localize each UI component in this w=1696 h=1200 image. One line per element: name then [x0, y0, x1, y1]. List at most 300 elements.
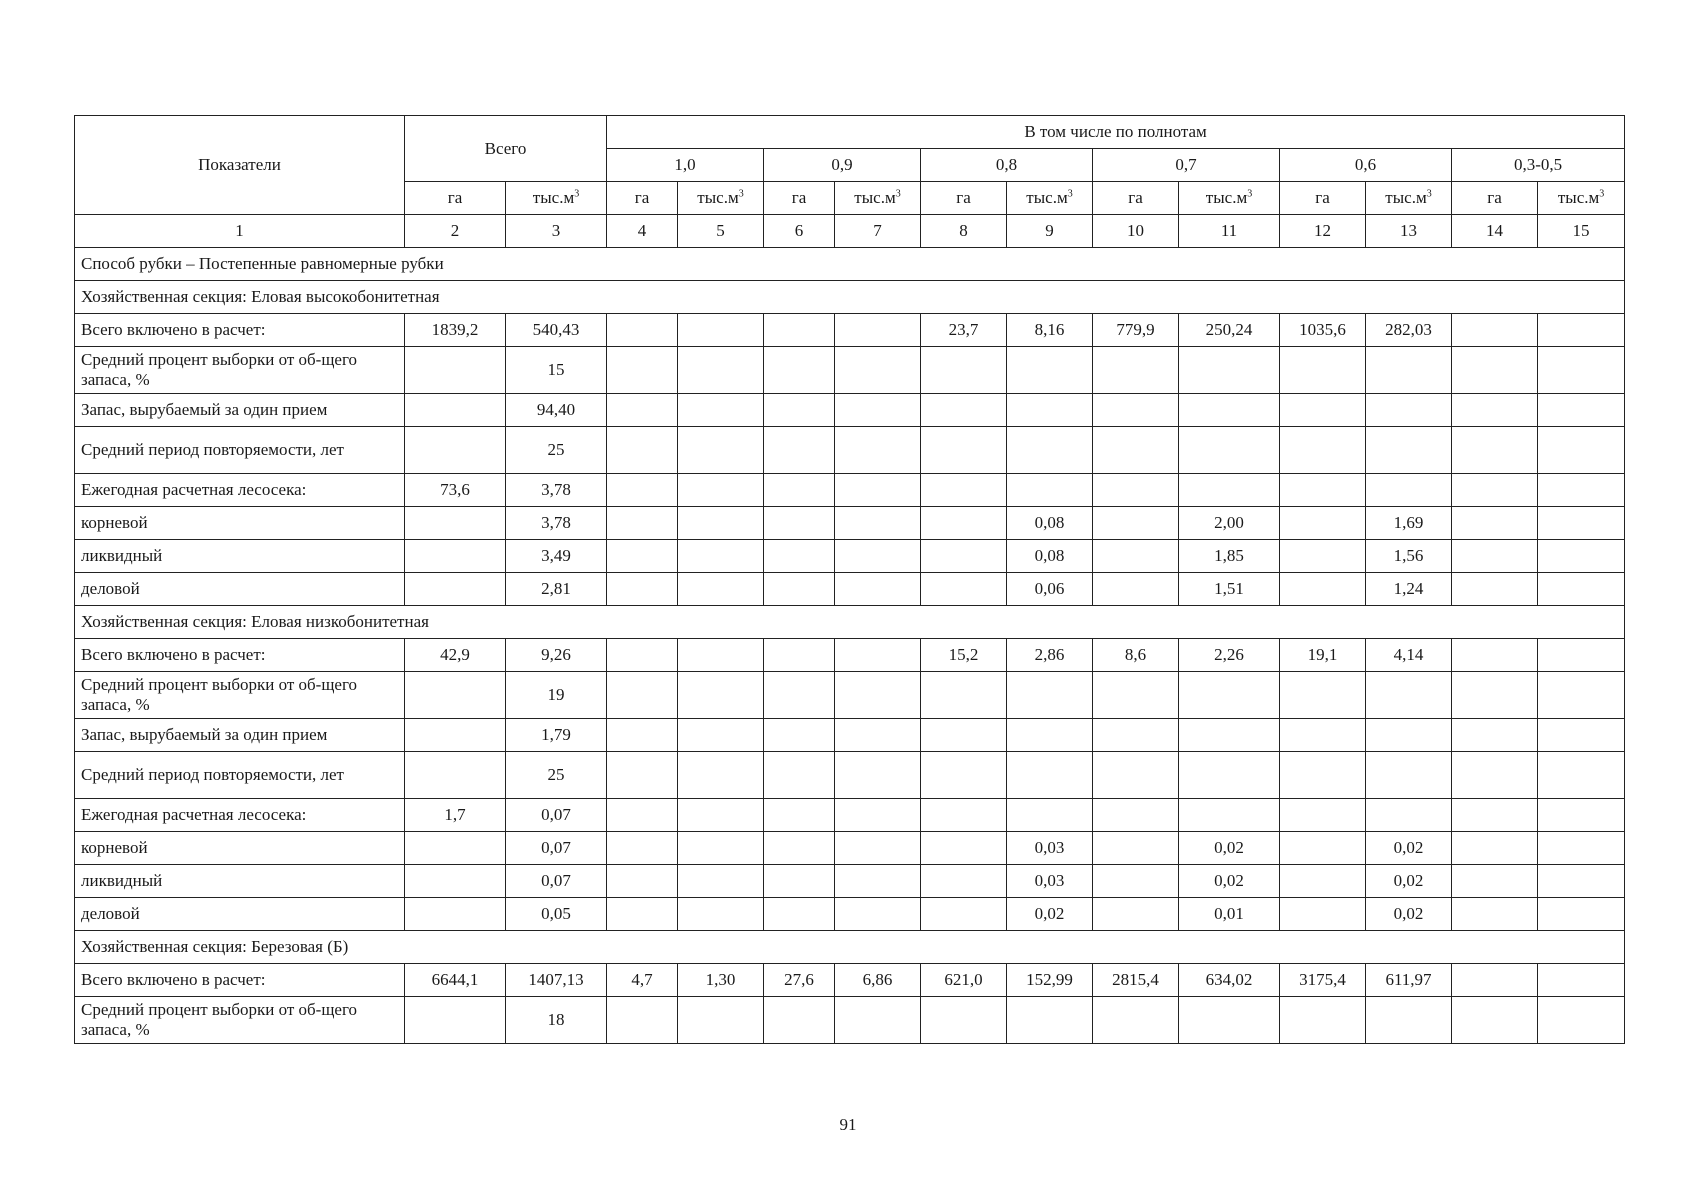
- table-cell: [1538, 898, 1625, 931]
- table-cell: [1452, 540, 1538, 573]
- table-cell: [607, 752, 678, 799]
- table-cell: [607, 474, 678, 507]
- table-cell: 15,2: [921, 639, 1007, 672]
- table-cell: [1093, 672, 1179, 719]
- table-cell: [678, 898, 764, 931]
- table-cell: [405, 507, 506, 540]
- table-cell: [678, 752, 764, 799]
- section-header-row: [75, 606, 1625, 639]
- table-cell: [1280, 898, 1366, 931]
- table-cell: [405, 832, 506, 865]
- table-cell: [764, 752, 835, 799]
- table-row: [75, 314, 1625, 347]
- header-unit-volume: [1538, 182, 1625, 215]
- table-cell: [405, 394, 506, 427]
- table-cell: 1,51: [1179, 573, 1280, 606]
- table-cell: [1179, 474, 1280, 507]
- table-cell: 0,06: [1007, 573, 1093, 606]
- table-cell: [1280, 832, 1366, 865]
- table-cell: [678, 865, 764, 898]
- table-cell: [678, 507, 764, 540]
- table-cell: [835, 639, 921, 672]
- table-cell: [1280, 573, 1366, 606]
- table-cell: [1093, 427, 1179, 474]
- column-number: 10: [1093, 215, 1179, 248]
- table-cell: [607, 799, 678, 832]
- table-cell: 2,81: [506, 573, 607, 606]
- table-cell: 15: [506, 347, 607, 394]
- table-cell: [678, 347, 764, 394]
- table-cell: 73,6: [405, 474, 506, 507]
- unit-volume-base: тыс.м: [697, 188, 739, 207]
- column-number: 8: [921, 215, 1007, 248]
- table-cell: 42,9: [405, 639, 506, 672]
- table-cell: [1093, 507, 1179, 540]
- table-cell: [764, 799, 835, 832]
- table-cell: [1093, 997, 1179, 1044]
- table-cell: [678, 997, 764, 1044]
- header-density-0-3-0-5: 0,3-0,5: [1452, 149, 1625, 182]
- table-cell: [1093, 394, 1179, 427]
- column-number: 3: [506, 215, 607, 248]
- table-cell: [607, 314, 678, 347]
- table-cell: 9,26: [506, 639, 607, 672]
- row-label: Ежегодная расчетная лесосека:: [75, 474, 405, 507]
- table-cell: [607, 427, 678, 474]
- table-cell: [405, 427, 506, 474]
- table-cell: 0,02: [1179, 832, 1280, 865]
- table-cell: [607, 672, 678, 719]
- table-cell: [921, 540, 1007, 573]
- table-cell: 6644,1: [405, 964, 506, 997]
- table-cell: 0,02: [1179, 865, 1280, 898]
- table-cell: [1093, 865, 1179, 898]
- table-cell: [1452, 799, 1538, 832]
- unit-volume-base: тыс.м: [532, 188, 575, 207]
- table-cell: [678, 832, 764, 865]
- header-indicators: Показатели: [75, 116, 405, 215]
- table-cell: [607, 507, 678, 540]
- table-cell: [764, 507, 835, 540]
- table-cell: [764, 573, 835, 606]
- table-cell: [764, 394, 835, 427]
- table-cell: [678, 474, 764, 507]
- table-cell: 4,14: [1366, 639, 1452, 672]
- header-unit-ha: га: [607, 182, 678, 215]
- header-unit-ha: га: [1280, 182, 1366, 215]
- unit-volume-superscript: 3: [574, 188, 580, 200]
- table-cell: [1093, 752, 1179, 799]
- table-cell: [1538, 832, 1625, 865]
- table-cell: [1452, 394, 1538, 427]
- table-cell: [1538, 427, 1625, 474]
- table-cell: 4,7: [607, 964, 678, 997]
- table-cell: 2,26: [1179, 639, 1280, 672]
- table-cell: [835, 474, 921, 507]
- table-row: [75, 394, 1625, 427]
- table-cell: [1538, 752, 1625, 799]
- unit-volume-superscript: 3: [738, 188, 744, 200]
- table-cell: [1538, 394, 1625, 427]
- table-cell: [1280, 347, 1366, 394]
- table-cell: [921, 799, 1007, 832]
- table-cell: [1452, 719, 1538, 752]
- table-cell: [607, 573, 678, 606]
- table-row: [75, 752, 1625, 799]
- column-number: 13: [1366, 215, 1452, 248]
- table-cell: 1839,2: [405, 314, 506, 347]
- table-body: [75, 248, 1625, 1044]
- header-column-numbers-row: [75, 215, 1625, 248]
- row-label: корневой: [75, 832, 405, 865]
- table-cell: [405, 752, 506, 799]
- table-cell: 0,02: [1007, 898, 1093, 931]
- table-cell: [678, 719, 764, 752]
- table-cell: [678, 394, 764, 427]
- table-cell: [835, 997, 921, 1044]
- unit-volume-base: тыс.м: [1557, 188, 1600, 207]
- table-cell: [1093, 898, 1179, 931]
- table-cell: [1538, 997, 1625, 1044]
- table-cell: [1280, 997, 1366, 1044]
- table-cell: [1179, 997, 1280, 1044]
- table-cell: [1538, 573, 1625, 606]
- table-cell: 25: [506, 427, 607, 474]
- table-cell: 779,9: [1093, 314, 1179, 347]
- table-cell: [678, 314, 764, 347]
- table-cell: [1452, 997, 1538, 1044]
- header-total: Всего: [405, 116, 607, 182]
- table-cell: [1093, 799, 1179, 832]
- table-cell: [607, 832, 678, 865]
- column-number: 7: [835, 215, 921, 248]
- table-cell: [1280, 507, 1366, 540]
- table-cell: [1280, 474, 1366, 507]
- table-cell: [835, 427, 921, 474]
- page-number: 91: [839, 1115, 857, 1134]
- table-cell: [1179, 394, 1280, 427]
- table-cell: [1452, 672, 1538, 719]
- table-cell: 1,24: [1366, 573, 1452, 606]
- row-label: ликвидный: [75, 540, 405, 573]
- header-including-densities: В том числе по полнотам: [607, 116, 1625, 149]
- table-cell: [764, 719, 835, 752]
- table-cell: [921, 573, 1007, 606]
- table-cell: [1007, 997, 1093, 1044]
- table-cell: 25: [506, 752, 607, 799]
- table-cell: 0,03: [1007, 832, 1093, 865]
- header-unit-volume: [835, 182, 921, 215]
- table-cell: 3175,4: [1280, 964, 1366, 997]
- table-cell: [1538, 799, 1625, 832]
- table-cell: [1007, 427, 1093, 474]
- table-cell: [1538, 672, 1625, 719]
- table-cell: [835, 719, 921, 752]
- table-cell: [1179, 347, 1280, 394]
- table-cell: [921, 672, 1007, 719]
- row-label: Всего включено в расчет:: [75, 639, 405, 672]
- row-label: Средний период повторяемости, лет: [75, 427, 405, 474]
- table-cell: 621,0: [921, 964, 1007, 997]
- allowable-cut-table: [74, 115, 1625, 1044]
- column-number: 14: [1452, 215, 1538, 248]
- column-number: 5: [678, 215, 764, 248]
- table-cell: [921, 719, 1007, 752]
- table-cell: [921, 427, 1007, 474]
- table-cell: [835, 752, 921, 799]
- section-header-row: [75, 281, 1625, 314]
- column-number: 2: [405, 215, 506, 248]
- table-cell: 0,02: [1366, 832, 1452, 865]
- row-label: Средний процент выборки от об-щего запаса, %: [75, 997, 405, 1044]
- row-label: корневой: [75, 507, 405, 540]
- table-cell: [678, 573, 764, 606]
- table-cell: [1280, 394, 1366, 427]
- table-row: [75, 573, 1625, 606]
- header-unit-volume: [1179, 182, 1280, 215]
- table-cell: [1366, 394, 1452, 427]
- column-number: 6: [764, 215, 835, 248]
- column-number: 1: [75, 215, 405, 248]
- table-cell: 23,7: [921, 314, 1007, 347]
- table-row: [75, 507, 1625, 540]
- table-cell: [1452, 639, 1538, 672]
- table-cell: [1007, 394, 1093, 427]
- table-cell: [607, 540, 678, 573]
- table-cell: [405, 997, 506, 1044]
- table-row: [75, 865, 1625, 898]
- unit-volume-base: тыс.м: [1205, 188, 1248, 207]
- table-cell: [1179, 672, 1280, 719]
- table-cell: [835, 507, 921, 540]
- table-cell: [1366, 427, 1452, 474]
- table-cell: [1280, 427, 1366, 474]
- table-cell: 6,86: [835, 964, 921, 997]
- table-cell: 2,00: [1179, 507, 1280, 540]
- table-cell: [1452, 427, 1538, 474]
- table-cell: [1452, 752, 1538, 799]
- table-cell: [764, 672, 835, 719]
- table-row: [75, 964, 1625, 997]
- table-row: [75, 427, 1625, 474]
- table-cell: 0,07: [506, 832, 607, 865]
- table-row: [75, 898, 1625, 931]
- table-row: [75, 474, 1625, 507]
- table-cell: [607, 347, 678, 394]
- column-number: 4: [607, 215, 678, 248]
- table-cell: [1093, 540, 1179, 573]
- table-cell: [1366, 799, 1452, 832]
- header-unit-ha: га: [1093, 182, 1179, 215]
- header-density-0-6: 0,6: [1280, 149, 1452, 182]
- table-cell: [764, 474, 835, 507]
- table-cell: [835, 573, 921, 606]
- header-unit-ha: га: [1452, 182, 1538, 215]
- table-cell: [1007, 672, 1093, 719]
- table-cell: [1007, 474, 1093, 507]
- unit-volume-base: тыс.м: [1026, 188, 1068, 207]
- table-cell: [921, 832, 1007, 865]
- table-cell: [1280, 799, 1366, 832]
- table-cell: [1280, 672, 1366, 719]
- table-cell: 3,78: [506, 474, 607, 507]
- table-cell: [405, 865, 506, 898]
- table-cell: [1093, 832, 1179, 865]
- table-cell: 27,6: [764, 964, 835, 997]
- table-cell: [764, 540, 835, 573]
- header-density-0-9: 0,9: [764, 149, 921, 182]
- table-cell: [1538, 314, 1625, 347]
- row-label: Ежегодная расчетная лесосека:: [75, 799, 405, 832]
- table-cell: 0,08: [1007, 507, 1093, 540]
- table-cell: [1093, 573, 1179, 606]
- table-cell: [764, 865, 835, 898]
- column-number: 15: [1538, 215, 1625, 248]
- table-cell: 152,99: [1007, 964, 1093, 997]
- table-cell: 94,40: [506, 394, 607, 427]
- unit-volume-superscript: 3: [1426, 188, 1432, 200]
- table-cell: [405, 672, 506, 719]
- header-unit-volume: [1007, 182, 1093, 215]
- header-density-0-7: 0,7: [1093, 149, 1280, 182]
- table-cell: [1538, 719, 1625, 752]
- table-cell: [764, 832, 835, 865]
- unit-volume-base: тыс.м: [854, 188, 896, 207]
- table-cell: [405, 573, 506, 606]
- row-label: ликвидный: [75, 865, 405, 898]
- table-cell: [1280, 865, 1366, 898]
- table-cell: [835, 832, 921, 865]
- table-row: [75, 347, 1625, 394]
- table-cell: [764, 427, 835, 474]
- table-cell: [1280, 719, 1366, 752]
- table-cell: [405, 898, 506, 931]
- table-cell: 19,1: [1280, 639, 1366, 672]
- table-cell: [678, 672, 764, 719]
- table-cell: [1280, 540, 1366, 573]
- table-row: [75, 672, 1625, 719]
- section-title: Способ рубки – Постепенные равномерные рубки: [75, 248, 1625, 281]
- table-cell: [678, 540, 764, 573]
- section-header-row: [75, 931, 1625, 964]
- table-cell: [607, 997, 678, 1044]
- table-cell: [764, 898, 835, 931]
- table-cell: [764, 997, 835, 1044]
- table-cell: [1280, 752, 1366, 799]
- unit-volume-superscript: 3: [1599, 188, 1605, 200]
- section-header-row: [75, 248, 1625, 281]
- row-label: Средний процент выборки от об-щего запаса, %: [75, 347, 405, 394]
- unit-volume-base: тыс.м: [1385, 188, 1427, 207]
- table-cell: [921, 997, 1007, 1044]
- row-label: Всего включено в расчет:: [75, 314, 405, 347]
- table-cell: 8,6: [1093, 639, 1179, 672]
- table-cell: [835, 394, 921, 427]
- table-cell: [835, 540, 921, 573]
- table-cell: [1366, 672, 1452, 719]
- header-unit-ha: га: [405, 182, 506, 215]
- table-row: [75, 639, 1625, 672]
- table-cell: [607, 865, 678, 898]
- table-row: [75, 540, 1625, 573]
- table-cell: [1538, 507, 1625, 540]
- table-cell: [1007, 752, 1093, 799]
- table-cell: [835, 672, 921, 719]
- table-cell: 1,69: [1366, 507, 1452, 540]
- table-cell: [405, 347, 506, 394]
- table-cell: [1007, 799, 1093, 832]
- row-label: Средний процент выборки от об-щего запаса, %: [75, 672, 405, 719]
- unit-volume-superscript: 3: [1067, 188, 1073, 200]
- header-unit-ha: га: [921, 182, 1007, 215]
- table-cell: [835, 799, 921, 832]
- table-cell: [1538, 865, 1625, 898]
- row-label: деловой: [75, 573, 405, 606]
- unit-volume-superscript: 3: [895, 188, 901, 200]
- table-cell: 2815,4: [1093, 964, 1179, 997]
- table-cell: [678, 799, 764, 832]
- table-cell: 0,02: [1366, 865, 1452, 898]
- column-number: 11: [1179, 215, 1280, 248]
- table-cell: [607, 394, 678, 427]
- table-cell: [1366, 752, 1452, 799]
- table-cell: 8,16: [1007, 314, 1093, 347]
- table-cell: 0,05: [506, 898, 607, 931]
- table-cell: [1179, 427, 1280, 474]
- table-cell: [1179, 719, 1280, 752]
- table-cell: 1,7: [405, 799, 506, 832]
- table-cell: [921, 752, 1007, 799]
- table-cell: [678, 639, 764, 672]
- table-cell: 1,79: [506, 719, 607, 752]
- row-label: Запас, вырубаемый за один прием: [75, 719, 405, 752]
- table-cell: 0,07: [506, 865, 607, 898]
- unit-volume-superscript: 3: [1247, 188, 1253, 200]
- table-cell: 611,97: [1366, 964, 1452, 997]
- table-cell: [764, 347, 835, 394]
- table-cell: 1,85: [1179, 540, 1280, 573]
- table-cell: [1366, 719, 1452, 752]
- table-cell: 0,02: [1366, 898, 1452, 931]
- table-cell: 2,86: [1007, 639, 1093, 672]
- column-number: 12: [1280, 215, 1366, 248]
- table-cell: [1366, 474, 1452, 507]
- table-cell: [1007, 719, 1093, 752]
- table-cell: [835, 865, 921, 898]
- table-cell: [607, 639, 678, 672]
- table-cell: [1452, 507, 1538, 540]
- table-cell: [764, 314, 835, 347]
- section-title: Хозяйственная секция: Еловая высокобонитетная: [75, 281, 1625, 314]
- header-density-1-0: 1,0: [607, 149, 764, 182]
- table-cell: 18: [506, 997, 607, 1044]
- table-cell: [1366, 347, 1452, 394]
- table-cell: [921, 865, 1007, 898]
- table-cell: [921, 474, 1007, 507]
- section-title: Хозяйственная секция: Еловая низкобонитетная: [75, 606, 1625, 639]
- table-cell: 1,56: [1366, 540, 1452, 573]
- table-cell: 3,49: [506, 540, 607, 573]
- table-cell: [1452, 964, 1538, 997]
- table-cell: [1538, 474, 1625, 507]
- table-cell: [1452, 573, 1538, 606]
- header-unit-volume: [506, 182, 607, 215]
- table-cell: [405, 719, 506, 752]
- table-cell: [1007, 347, 1093, 394]
- table-cell: [1452, 898, 1538, 931]
- table-cell: [921, 394, 1007, 427]
- table-cell: [835, 314, 921, 347]
